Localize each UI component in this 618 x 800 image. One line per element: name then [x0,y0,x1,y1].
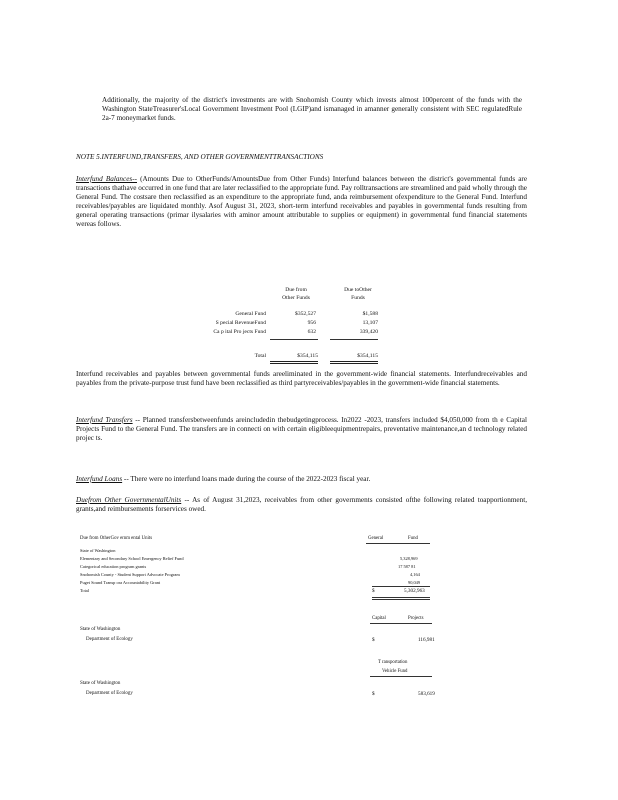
transport-header-b: Vehicle Fund [382,669,408,674]
interfund-balances-title: Interfund Balances-- [76,175,137,183]
row-capital-label: Ca p ital Pro jects Fund [213,329,266,335]
general-fund-header-b: Fund [408,536,418,541]
gov-row-snohomish-value: 4,164 [410,572,420,577]
capital-ecology-value: 116,981 [418,637,435,643]
general-fund-header-rule [366,543,430,544]
transport-header-a: T ransportation [378,660,408,665]
row-total-to: $354,115 [330,352,378,364]
due-from-header-a: Due from [285,287,307,293]
gov-table-header: Due from OtherGov ernm ental Units [80,536,153,541]
note-heading: NOTE 5.INTERFUND,TRANSFERS, AND OTHER GOVERNMENTTRANSACTIONS [76,153,324,161]
due-table [0,286,618,361]
transport-ecology-value: 583,619 [418,691,435,697]
transport-ecology-dollar: $ [372,691,375,697]
paragraph-interfund-balances [76,175,527,229]
paragraph-interfund-transfers [76,416,527,443]
row-special-to: 13,107 [362,320,378,326]
interfund-loans-text: -- There were no interfund loans made during the course of the 2022-2023 fiscal year. [123,475,371,483]
gov-row-snohomish-label: Snohomish County - Student Support Advocate Program [80,572,180,577]
capital-header-rule [370,623,432,624]
due-from-subtotal-rule [270,339,318,340]
transport-header-rule [370,676,432,677]
row-general-to: $1,588 [362,311,378,317]
interfund-transfers-text: -- Planned transfersbetweenfunds areincludedin thebudgetingprocess. In2022 -2023, transfers included $4,050,000 from th e Capital Projects Fund to the General Fund. The transfers are in connecti on with certain eligibleequipmentrepairs, preventative maintenance,an d technology related projec ts. [76,416,527,442]
gov-row-state-label: State of Washington [80,548,116,553]
capital-header-b: Projects [408,616,424,621]
gov-subtotal-rule [372,586,430,587]
row-capital-from: 632 [307,329,316,335]
due-from-other-title: Duefrom Other GovernmentalUnits [76,496,182,504]
due-to-header-a: Due toOther [344,287,372,293]
interfund-loans-title: Interfund Loans [76,475,123,483]
gov-row-categorical-label: Categorical education program grants [80,564,147,569]
gov-row-esser-label: Elementary and Secondary School Emergency Relief Fund [80,556,184,561]
gov-total-value: 5,302,963 [404,588,425,594]
row-special-from: 956 [307,320,316,326]
capital-header-a: Capital [372,616,386,621]
gov-row-puget-label: Puget Sound Transp ora Accountability Grant [80,580,161,585]
row-total-from: $354,115 [270,352,318,364]
due-to-header-b: Funds [351,295,365,301]
gov-row-categorical-value: 17 587 81 [398,564,416,569]
capital-ecology-label: Department of Ecology [86,637,133,642]
capital-ecology-dollar: $ [372,637,375,643]
due-to-subtotal-rule [330,339,378,340]
row-special-label: S pecial RevenueFund [215,320,266,326]
gov-row-esser-value: 5,328,969 [400,556,418,561]
gov-total-label: Total [80,588,89,593]
paragraph-eliminated: Interfund receivables and payables between governmental funds areeliminated in the government-wide financial statements. Interfundreceivables and payables from the private-purpose trust fund have been reclassified as third partyreceivables/payables in the government-wide financial statements. [76,370,527,387]
transport-state-label: State of Washington [80,681,121,686]
row-capital-to: 339,420 [359,329,378,335]
paragraph-investments: Additionally, the majority of the district's investments are with Snohomish County which invests almost 100percent of the funds with the Washington StateTreasurer'sLocal Government Investment Pool (LGIP)and ismanaged in amanner generally consistent with SEC regulatedRule 2a-7 moneymarket funds. [102,96,522,122]
gov-total-rule [372,597,430,600]
gov-total-dollar: $ [372,588,375,594]
transport-ecology-label: Department of Ecology [86,691,133,696]
row-total-label: Total [254,353,266,359]
row-general-from: $352,527 [295,311,316,317]
due-from-header-b: Other Funds [282,295,310,301]
row-general-label: General Fund [235,311,266,317]
capital-state-label: State of Washington [80,627,121,632]
paragraph-due-from-other [76,496,527,514]
due-from-other-text: -- As of August 31,2023, receivables from other governments consisted ofthe following related toapportionment, grants,and reimbursements forservices owed. [76,496,528,513]
gov-row-puget-value: 90,049 [408,580,421,585]
paragraph-interfund-loans [76,475,527,484]
interfund-transfers-title: Interfund Transfers [76,416,133,424]
general-fund-header-a: General [368,536,384,541]
interfund-balances-text: (Amounts Due to OtherFunds/AmountsDue from Other Funds) Interfund balances between the district's governmental funds are transactions thathave occurred in one fund that are later reclassified to the appropriate fund. Pay rolltransactions are streamlined and paid wholly through the General Fund. The costsare then reclassified as an expenditure to the appropriate fund, anda reimbursement ofexpenditure to the General Fund. Interfund receivables/payables are liquidated monthly. Asof August 31, 2023, short-term interfund receivables and payables in governmental funds resulting from general operating transactions (primar ilysalaries with aminor amount attributable to supplies or equipment) in governmental fund financial statements wereas follows. [76,175,528,228]
